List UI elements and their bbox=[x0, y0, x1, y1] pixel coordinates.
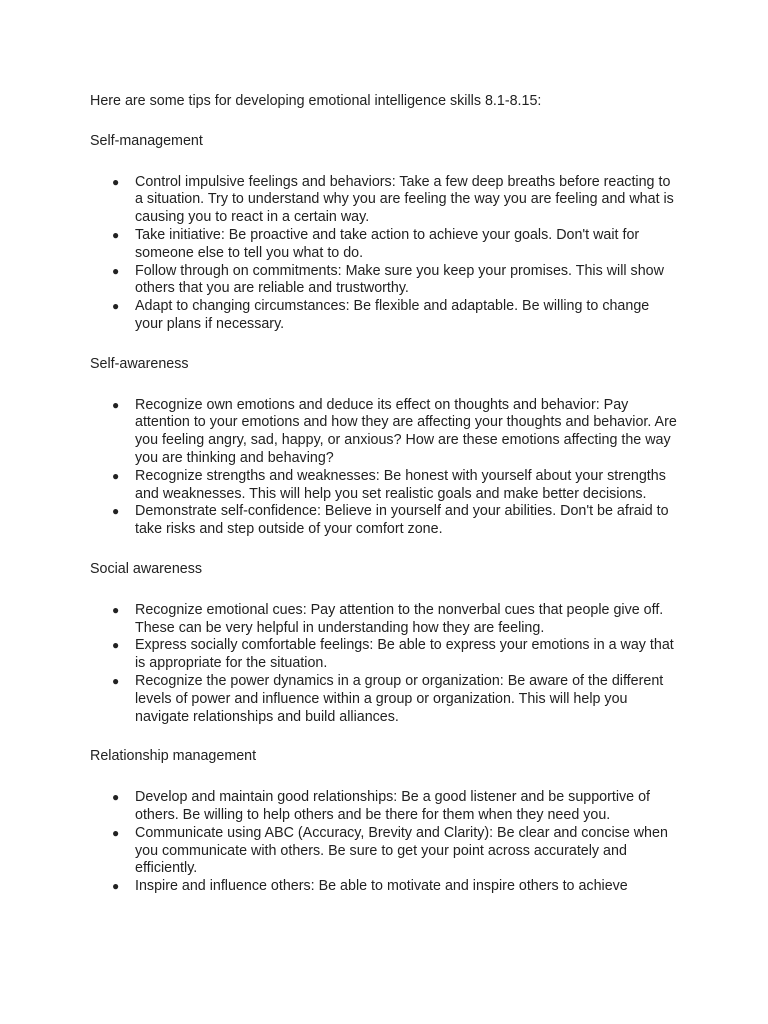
list-item-text: Adapt to changing circumstances: Be flexible and adaptable. Be willing to change your plans if necessary. bbox=[135, 298, 650, 332]
bullet-icon: ● bbox=[112, 227, 120, 242]
list-item bbox=[90, 789, 680, 825]
section-heading: Social awareness bbox=[90, 560, 203, 577]
section-heading: Self-awareness bbox=[90, 355, 189, 372]
list-item-text: Develop and maintain good relationships: Be a good listener and be supportive of others. Be willing to help others and be there for them when they need you. bbox=[135, 789, 651, 823]
bullet-icon: ● bbox=[112, 790, 120, 805]
bullet-list bbox=[90, 602, 690, 727]
list-item bbox=[90, 637, 680, 673]
section-self-awareness bbox=[90, 356, 690, 539]
section-heading: Self-management bbox=[90, 132, 203, 149]
list-item-text: Recognize the power dynamics in a group or organization: Be aware of the different levels of power and influence within a group or organization. This will help you navigate relationships and build alliances. bbox=[135, 672, 664, 725]
list-item-text: Follow through on commitments: Make sure you keep your promises. This will show others that you are reliable and trustworthy. bbox=[135, 262, 664, 297]
list-item-text: Recognize emotional cues: Pay attention to the nonverbal cues that people give off. These can be very helpful in understanding how they are feeling. bbox=[135, 601, 664, 636]
bullet-list bbox=[90, 397, 690, 539]
list-item bbox=[90, 468, 680, 504]
list-item bbox=[90, 263, 680, 299]
list-item bbox=[90, 397, 680, 468]
bullet-icon: ● bbox=[112, 504, 120, 519]
bullet-icon: ● bbox=[112, 468, 120, 483]
bullet-icon: ● bbox=[112, 673, 120, 688]
list-item bbox=[90, 298, 680, 334]
bullet-icon: ● bbox=[112, 263, 120, 278]
list-item-text: Recognize own emotions and deduce its effect on thoughts and behavior: Pay attention to your emotions and how they are affecting your thoughts and behavior. Are you feeling angry, sad, happy, or anxious? How are these emotions affecting the way you are thinking and behaving? bbox=[135, 396, 677, 466]
section-social-awareness bbox=[90, 561, 690, 726]
list-item-text: Communicate using ABC (Accuracy, Brevity and Clarity): Be clear and concise when you communicate with others. Be sure to get your point across accurately and efficiently. bbox=[135, 824, 668, 877]
list-item-text: Take initiative: Be proactive and take action to achieve your goals. Don't wait for someone else to tell you what to do. bbox=[135, 226, 640, 261]
list-item bbox=[90, 825, 680, 878]
section-relationship-management bbox=[90, 748, 690, 896]
bullet-icon: ● bbox=[112, 299, 120, 314]
bullet-icon: ● bbox=[112, 397, 120, 412]
list-item-text: Recognize strengths and weaknesses: Be honest with yourself about your strengths and weaknesses. This will help you set realistic goals and make better decisions. bbox=[135, 467, 666, 502]
bullet-list bbox=[90, 174, 690, 334]
section-heading: Relationship management bbox=[90, 748, 257, 765]
list-item-text: Inspire and influence others: Be able to motivate and inspire others to achieve bbox=[135, 878, 628, 895]
list-item-text: Control impulsive feelings and behaviors: Take a few deep breaths before reacting to a situation. Try to understand why you are feeling the way you are feeling and what is causing you to react in a certain way. bbox=[135, 173, 674, 226]
list-item-text: Express socially comfortable feelings: Be able to express your emotions in a way that is appropriate for the situation. bbox=[135, 637, 674, 672]
list-item bbox=[90, 673, 680, 726]
bullet-icon: ● bbox=[112, 602, 120, 617]
document-page bbox=[90, 93, 690, 896]
list-item bbox=[90, 503, 680, 539]
list-item-text: Demonstrate self-confidence: Believe in yourself and your abilities. Don't be afraid to take risks and step outside of your comfort zone. bbox=[135, 503, 669, 538]
bullet-icon: ● bbox=[112, 879, 120, 894]
bullet-list bbox=[90, 789, 690, 896]
list-item bbox=[90, 227, 680, 263]
section-self-management bbox=[90, 133, 690, 334]
bullet-icon: ● bbox=[112, 638, 120, 653]
intro-text: Here are some tips for developing emotional intelligence skills 8.1-8.15: bbox=[90, 93, 542, 109]
list-item bbox=[90, 174, 680, 227]
bullet-icon: ● bbox=[112, 825, 120, 840]
list-item bbox=[90, 878, 680, 896]
bullet-icon: ● bbox=[112, 174, 120, 189]
list-item bbox=[90, 602, 680, 638]
